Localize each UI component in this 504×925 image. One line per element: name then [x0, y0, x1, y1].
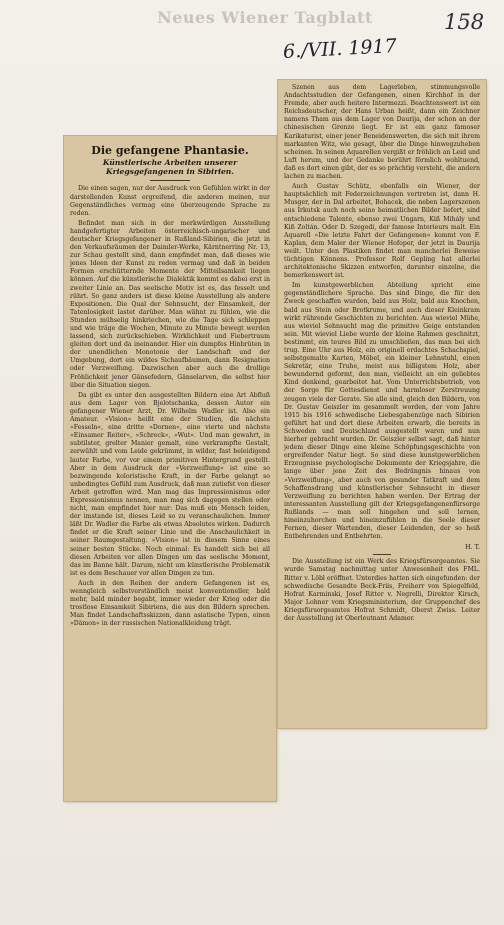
- left-paragraph: Befindet man sich in der merkwürdigen Ausstellung handgefertigter Arbeiten österreichisch-ungarischer und deutscher Kriegsgefangener in Rußland-Sibirien, die jetzt in den Verkaufsräumen der Daimler-Werke, Kärntnerring Nr. 13, zur Schau gestellt sind, dann empfindet man, daß dieses wie jenes Ideen der Kunst zu reden vermag und daß in beiden Formen erschütternde Momente der Mitteilsamkeit liegen können. Auf die künstlerische Dialektik kommt es dabei erst in zweiter Linie an. Das seelische Motiv ist es, das fesselt und rührt. So ganz anders ist diese kleine Ausstellung als andere Expositionen. Die Qual der Sehnsucht, der Einsamkeit, der Tatenlosigkeit lastet darüber. Man wähnt zu fühlen, wie die Stunden mühselig hinkriechen, wie die Tage sich schleppen und wie träge die Wochen, Minute zu Minute bewegt werden lassend, sich zurückschieben. Wirklichkeit und Fiebertraum gleiten dort und da ineinander. Hier ein dumpfes Hinbrüten in der unendlichen Monotonie der Landschaft und der Umgebung, dort ein wildes Sichaufbäumen, dann Resignation oder Verzweiflung. Dazwischen aber auch die drollige Fröhlichkeit jener Gänsefedern, Gänselarven, die selbst hier über die Situation siegen.: [70, 219, 270, 389]
- clipping-left-column: [64, 136, 276, 801]
- right-paragraph: Auch Gustav Schütz, ebenfalls ein Wiener, der hauptsächlich mit Federzeichnungen vertreten ist, dann H. Musger, der in Dal arbeitet, Bohacek, die neben Lagerszenen aus Irkutsk auch noch seine heimatlichen Bilder liefert, sind entschiedene Talente, ebenso zwei Ungarn, Kiß Mihály und Kiß Zoltán. Oder D. Szegedi, der famose Interieurs malt. Ein Aquarell »Die letzte Fahrt der Gefangenen« kommt von F. Kaplan, dem Maler der Wiener Hofoper, der jetzt in Daurija weilt. Unter den Plastiken findet man mancherlei Beweise tüchtigen Könnens. Professor Rolf Gepling hat allerlei architektonische Skizzen entworfen, darunter einzelne, die bemerkenswert ist.: [284, 183, 480, 280]
- clipping-right-column: [278, 80, 486, 728]
- left-paragraph: Auch in den Reihen der andern Gefangenen ist es, wenngleich selbstverständlich meist konventioneller, bald mehr, bald minder begabt, immer wieder der Krieg oder die trostlose Einsamkeit Sibiriens, die aus den Bildern sprechen. Man findet Landschaftsskizzen, dann asiatische Typen, einen »Dämon« in der russischen Nationalkleidung trägt.: [70, 579, 270, 628]
- article-subtitle: Künstlerische Arbeiten unserer Kriegsgefangenen in Sibirien.: [102, 158, 238, 177]
- left-paragraph: Die einen sagen, nur der Ausdruck von Gefühlen wirkt in der darstellenden Kunst ergreifend, die anderen meinen, nur Gegenständliches vermag eine überzeugende Sprache zu reden.: [70, 185, 270, 217]
- author-signature: H. T.: [465, 543, 480, 552]
- right-paragraph: Szenen aus dem Lagerleben, stimmungsvolle Andachtsstudien der Gefangenen, einen Kirchhof in der Fremde, aber auch heitere Intermezzi. Beachtenswert ist ein Reichsdeutscher, der Hans Urban heißt, dann ein Zeichner namens Tham aus dem Lager von Daurija, der schon an der chinesischen Grenze liegt. Er ist ein ganz famoser Karikaturist, einer jener Beneidenswerten, die sich mit ihrem markanten Witz, wie gesagt, über die Dinge hinwegzuheben scheinen. In seinen Aquarellen vergißt er fröhlich an Leid und Luft herum, und der Gedanke berührt förmlich wohltuend, daß es dort einen gibt, der es so prächtig versteht, die andern lachen zu machen.: [284, 84, 480, 181]
- left-column-text: [70, 140, 270, 797]
- right-paragraph: Im kunstgewerblichen Abteilung spricht eine gegenständlichere Sprache. Das sind Dinge, die für den Zweck geschaffen wurden, bald aus Holz, bald aus Knochen, bald aus Stein oder Brotkrume, und auch dieser Kleinkram wirkt rührende Geschichten zu berichten. Aus wieviel Mühe, aus wieviel Sehnsucht mag die primitive Geige entstanden sein. Mit wieviel Liebe wurde der kleine Rahmen geschnitzt, bestimmt, ein teures Bild zu umschließen, das man bei sich trug. Eine Uhr aus Holz, ein originell erdachtes Schachspiel, selbstgemalte Karten, Möbel, ein kleiner Lehnstuhl, einen Sekretär, eine Truhe, meist aus billigstem Holz, aber bewundernd geformt, den man, vielleicht an ein geliebtes Kind denkend, gearbeitet hat. Vom Unterrichtsbetrieb, von der Sorge für Gottesdienst und harmloser Zerstreuung zeugen viele der Gerate. Sie alle sind, gleich den Bildern, von Dr. Gustav Geiszler im gesammelt worden, der vom Jahre 1915 bis 1916 schwedische Liebesgabenzüge nach Sibirien geführt hat und dort diese Arbeiten erwarb, die bereits in Schweden und Deutschland ausgestellt waren und nun hierher gebracht wurden. Dr. Geiszler selbst sagt, daß hinter jedem dieser Dinge eine kleine Schöpfungsgeschichte von ergreifender Natur liegt. So sind diese kunstgewerblichen Erzeugnisse psychologische Dokumente der Kriegsjahre, die lange über jene Zeit des Bedrängnis hinaus von »Verzweiflung«, aber auch von gesunder Tatkraft und dem Schaffensdrang und künstlerischer Sehnsucht in dieser Verzweiflung zu berichten haben werden. Der Ertrag der interessanten Ausstellung gilt der Kriegsgefangenenfürsorge Rußlands — man soll hingehen und soll lernen, hineinzuhorchen und hineinzufühlen in die Seele dieser Fernen, dieser Wartenden, dieser Leidenden, der so heiß Entbehrenden und Entbehrten.: [284, 282, 480, 541]
- handwritten-date: 6./VII. 1917: [282, 35, 398, 63]
- article-title: Die gefangene Phantasie.: [91, 144, 249, 157]
- handwritten-page-number: 158: [444, 10, 485, 34]
- newspaper-masthead: Neues Wiener Tagblatt: [157, 8, 373, 27]
- right-column-text: [284, 84, 480, 724]
- title-divider: [150, 180, 190, 181]
- note-divider: [373, 554, 391, 555]
- exhibition-note: Die Ausstellung ist ein Werk des Kriegsfürsorgeamtes. Sie wurde Samstag nachmittag unter Anwesenheit des FML. Ritter v. Löbl eröffnet. Unterdies hatten sich eingefunden: der schwedische Gesandte Beck-Friis, Freiherr von Spiegelfeld, Hofrat Karminski, Josef Ritter v. Negrelli, Direktor Kirsch, Major Lohner vom Kriegsministerium, der Gruppenchef des Kriegsfürsorgeamtes Hofrat Schmidt, Oberst Zwiss. Leiter der Ausstellung ist Oberleutnant Adamer.: [284, 558, 480, 622]
- left-paragraph: Da gibt es unter den ausgestellten Bildern eine Art Abfluß aus dem Lager von Bjelotschanka, dessen Autor ein gefangener Wiener Arzt, Dr. Wilhelm Wadler ist. Also ein Amateur. »Vision« heißt eine der Studien, die nächste »Fesseln«, eine dritte »Dornen«, eine vierte und nächste »Einsamer Reiter«, »Schreck«, »Wut«. Und man gewahrt, in subtilster, grelter Manier gemalt, eine verkrampfte Gestalt, zerwühlt und vom Leide gekrümmt, in wilder, fast beleidigend lauter Farbe, vor vor einem primitiven Hintergrund gestellt. Aber in dem Ausdruck der »Verzweiflung« ist eine so bezwingende koloristische Kraft, in der Farbe gelangt so unbedingtes Gefühl zum Ausdruck, daß man zutiefst von dieser Arbeit getroffen wird. Man mag das Impressionismus oder Expressionismus nennen, man mag sich dagegen stellen oder nicht, man empfindet hier nur: Das muß ein Mensch leiden, der imstande ist, dieses Leid so zu veranschaulichen. Immer läßt Dr. Wadler die Farbe als etwas Absolutes wirken. Dadurch findet er die Kraft seiner Linie und die Anschaulichkeit in seiner Raumgestaltung. »Vision« ist in diesem Sinne eines seiner besten Stücke. Noch einmal: Es handelt sich bei all diesen Arbeiten vor allen Dingen um das seelische Moment, das im Banne hält. Darum, nicht um künstlerische Problematik ist es dem Beschauer vor allen Dingen zu tun.: [70, 391, 270, 577]
